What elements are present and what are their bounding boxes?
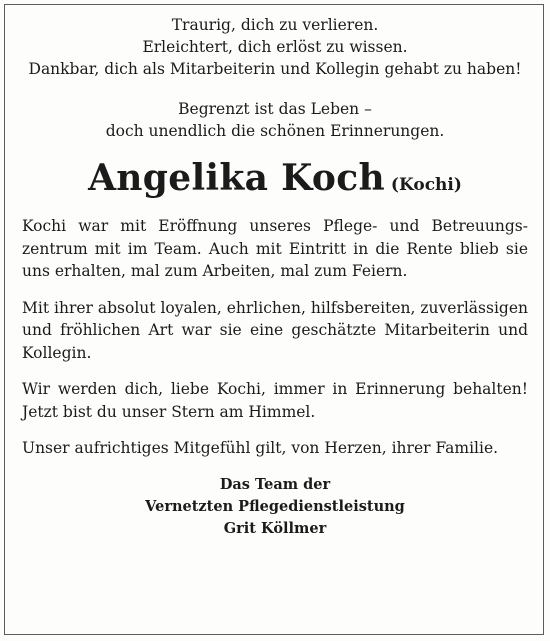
verse-line: doch unendlich die schönen Erinnerungen.	[105, 122, 445, 140]
signature-line: Das Team der	[219, 475, 331, 493]
signature-block	[22, 474, 528, 540]
verse-text	[22, 98, 528, 142]
deceased-heading	[22, 156, 528, 207]
body-paragraph: Unser aufrichtiges Mitgefühl gilt, von Herzen, ihrer Familie.	[22, 439, 499, 457]
verse-line: Begrenzt ist das Leben –	[178, 100, 372, 118]
intro-text	[22, 14, 528, 80]
obituary-notice	[22, 14, 528, 540]
deceased-name: Angelika Koch	[88, 157, 385, 199]
intro-line: Erleichtert, dich erlöst zu wissen.	[142, 38, 408, 56]
body-paragraph: Wir werden dich, liebe Kochi, immer in Erinnerung behalten! Jetzt bist du unser Stern am Himmel.	[22, 380, 528, 421]
intro-line: Traurig, dich zu verlieren.	[171, 16, 379, 34]
body-paragraph: Kochi war mit Eröffnung unseres Pflege- und Betreuungszentrum mit im Team. Auch mit Eintritt in die Rente blieb sie uns erhalten, mal zum Arbeiten, mal zum Feiern.	[22, 217, 528, 280]
deceased-nickname: (Kochi)	[390, 175, 462, 195]
signature-line: Grit Köllmer	[223, 519, 327, 537]
body-paragraph: Mit ihrer absolut loyalen, ehrlichen, hilfsbereiten, zuverlässigen und fröhlichen Art war sie eine geschätzte Mitarbeiterin und Kollegin.	[22, 298, 528, 362]
signature-line: Vernetzten Pflegedienstleistung	[145, 497, 405, 515]
intro-line: Dankbar, dich als Mitarbeiterin und Kollegin gehabt zu haben!	[28, 60, 522, 78]
